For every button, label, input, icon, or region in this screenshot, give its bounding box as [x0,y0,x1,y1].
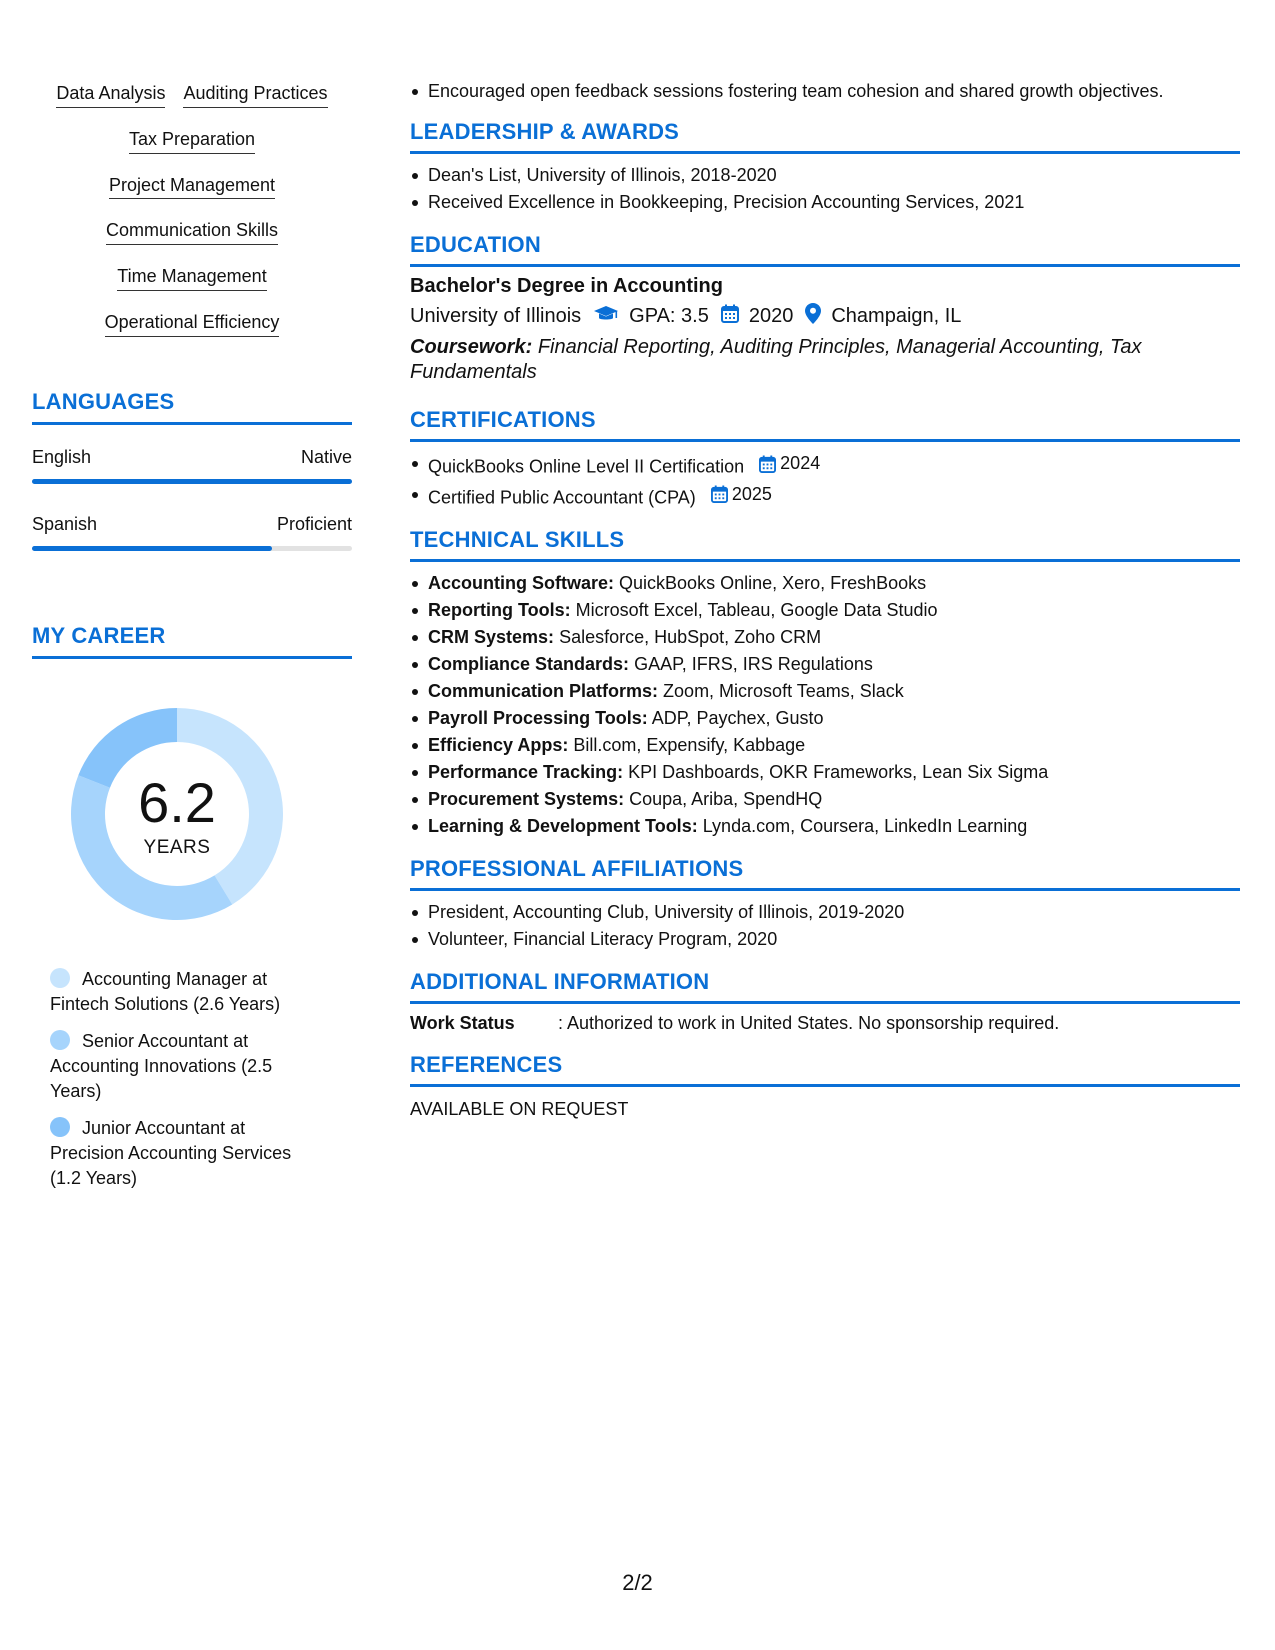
legend-label: Accounting Manager at Fintech Solutions (2.6 Years) [50,968,281,1014]
technical-skills-title: TECHNICAL SKILLS [410,527,625,552]
tech-skill-value: GAAP, IFRS, IRS Regulations [634,654,873,674]
coursework-list: Financial Reporting, Auditing Principles, Managerial Accounting, Tax Fundamentals [410,336,1142,383]
experience-bullets [410,78,1240,105]
tech-skill-key: Procurement Systems: [428,789,625,809]
legend-dot [50,1117,70,1137]
location-pin-icon [805,303,821,330]
calendar-icon [711,485,728,503]
references-title: REFERENCES [410,1052,563,1077]
career-donut-chart [62,699,292,929]
technical-skills-list [410,570,1240,840]
bullet-item: Encouraged open feedback sessions fostering team cohesion and shared growth objectives. [410,78,1240,105]
tech-skill-item [410,813,1240,840]
legend-label: Junior Accountant at Precision Accounting Services (1.2 Years) [50,1117,292,1188]
bullet-item: Dean's List, University of Illinois, 2018-2020 [410,162,1240,189]
language-bar [32,479,352,484]
skill-tag: Data Analysis [56,84,165,108]
additional-info-title: ADDITIONAL INFORMATION [410,969,710,994]
coursework-label: Coursework: [410,336,533,358]
tech-skill-key: Compliance Standards: [428,654,630,674]
language-bar-fill [32,546,272,551]
career-total: 6.2 [138,770,216,834]
tech-skill-item [410,597,1240,624]
references-section [410,1052,1240,1120]
skill-tag: Auditing Practices [183,84,327,108]
section-rule [410,439,1240,442]
leadership-section [410,119,1240,216]
language-bar-fill [32,479,352,484]
languages-title: LANGUAGES [32,388,175,414]
school-location: Champaign, IL [831,305,962,327]
tech-skill-item [410,624,1240,651]
language-name: Spanish [32,513,98,534]
graduation-year: 2020 [748,305,794,327]
calendar-icon [721,304,739,329]
work-status-value: : Authorized to work in United States. No sponsorship required. [558,1013,1060,1033]
graduation-cap-icon [593,305,619,329]
tech-skill-key: Learning & Development Tools: [428,816,698,836]
affiliations-title: PROFESSIONAL AFFILIATIONS [410,856,744,881]
bullet-item: Volunteer, Financial Literacy Program, 2020 [410,926,1240,953]
legend-item [50,1029,320,1104]
tech-skill-item [410,732,1240,759]
tech-skill-value: Zoom, Microsoft Teams, Slack [663,681,904,701]
language-level: Proficient [276,513,352,534]
education-section [410,232,1240,385]
language-bar [32,546,352,551]
skill-row [109,176,275,200]
section-rule [410,559,1240,562]
affiliations-section [410,856,1240,953]
affiliations-list [410,899,1240,953]
career-unit: YEARS [143,836,211,858]
tech-skill-value: ADP, Paychex, Gusto [651,708,824,728]
leadership-title: LEADERSHIP & AWARDS [410,119,680,144]
career-legend [50,967,320,1191]
skills-list [32,84,352,359]
coursework [410,335,1240,385]
tech-skill-value: Salesforce, HubSpot, Zoho CRM [559,627,822,647]
tech-skill-key: Accounting Software: [428,573,615,593]
tech-skill-key: Reporting Tools: [428,600,571,620]
certifications-section [410,407,1240,511]
legend-label: Senior Accountant at Accounting Innovations (2.5 Years) [50,1030,273,1101]
certification-name: Certified Public Accountant (CPA) [428,487,696,507]
skill-row [117,267,266,291]
additional-info-section [410,969,1240,1034]
career-title: MY CAREER [32,622,166,648]
section-rule [410,151,1240,154]
tech-skill-item [410,759,1240,786]
language-name: English [32,446,92,467]
work-status-label: Work Status [410,1013,515,1033]
certifications-title: CERTIFICATIONS [410,407,596,432]
section-rule [410,1001,1240,1004]
section-rule [32,656,352,659]
skill-row [105,313,280,337]
skill-tag: Tax Preparation [129,130,255,154]
tech-skill-value: Coupa, Ariba, SpendHQ [629,789,823,809]
career-section [32,623,352,1191]
tech-skill-item [410,678,1240,705]
tech-skill-item [410,786,1240,813]
language-item [32,514,352,551]
languages-section [32,389,352,551]
skill-row [56,84,327,108]
tech-skill-value: KPI Dashboards, OKR Frameworks, Lean Six Sigma [628,762,1049,782]
language-item [32,447,352,484]
section-rule [410,1084,1240,1087]
tech-skill-value: Bill.com, Expensify, Kabbage [573,735,806,755]
education-details [410,303,1240,330]
tech-skill-value: Lynda.com, Coursera, LinkedIn Learning [702,816,1028,836]
skill-tag: Operational Efficiency [105,313,280,337]
tech-skill-item [410,570,1240,597]
tech-skill-key: Efficiency Apps: [428,735,569,755]
page-number: 2/2 [622,1570,653,1595]
legend-item [50,1116,320,1191]
legend-item [50,967,320,1017]
certification-item [410,450,1240,481]
skill-tag: Project Management [109,176,275,200]
certification-year: 2024 [780,453,821,473]
skill-row [129,130,255,154]
leadership-list [410,162,1240,216]
skill-tag: Communication Skills [106,221,278,245]
legend-dot [50,968,70,988]
legend-dot [50,1030,70,1050]
tech-skill-value: QuickBooks Online, Xero, FreshBooks [619,573,927,593]
certification-year: 2025 [731,483,772,504]
bullet-item: President, Accounting Club, University of Illinois, 2019-2020 [410,899,1240,926]
gpa: GPA: 3.5 [629,305,709,327]
section-rule [32,422,352,425]
right-column [410,78,1240,1120]
tech-skill-key: CRM Systems: [428,627,555,647]
degree-title: Bachelor's Degree in Accounting [410,275,723,297]
section-rule [410,264,1240,267]
certification-item [410,481,1240,512]
certifications-list [410,450,1240,511]
bullet-item: Received Excellence in Bookkeeping, Precision Accounting Services, 2021 [410,189,1240,216]
section-rule [410,888,1240,891]
tech-skill-item [410,705,1240,732]
left-column [32,84,352,1203]
technical-skills-section [410,527,1240,840]
tech-skill-key: Communication Platforms: [428,681,659,701]
work-status-row [410,1013,1240,1034]
tech-skill-key: Payroll Processing Tools: [428,708,648,728]
calendar-icon [759,455,776,473]
tech-skill-value: Microsoft Excel, Tableau, Google Data Studio [575,600,938,620]
tech-skill-item [410,651,1240,678]
skill-row [106,221,278,245]
certification-name: QuickBooks Online Level II Certification [428,456,745,477]
language-level: Native [300,446,352,467]
tech-skill-key: Performance Tracking: [428,762,624,782]
skill-tag: Time Management [117,267,266,291]
references-text: AVAILABLE ON REQUEST [410,1099,629,1119]
education-title: EDUCATION [410,232,541,257]
school-name: University of Illinois [410,305,582,327]
